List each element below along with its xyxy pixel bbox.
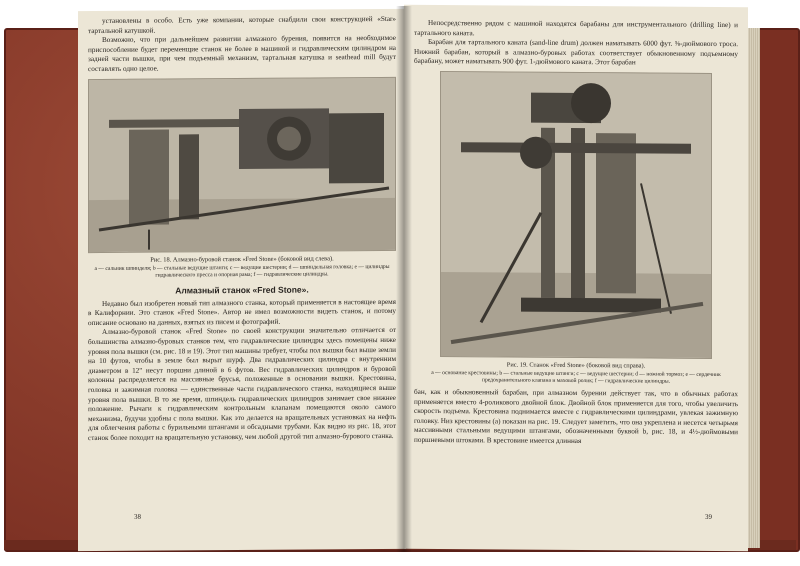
left-figure-legend: a — сальник шпинделя; b — стальные ведущие штанги; c — ведущие шестерни; d — шпиндельная головка; e — цилиндры гидравлического пресса и опорная рама; f — гидравлические цилиндры. <box>94 263 390 279</box>
drilling-rig-illustration-right <box>441 72 712 358</box>
left-page <box>78 9 406 551</box>
right-bottom-paragraph: бан, как и обыкновенный барабан, при алмазном бурении действует так, что в обычных работах применяется вместо 4-роликового двойной блок. Двойной блок применяется для того, чтобы увеличить скорость подъема. Крестовина поднимается вместе с гидравлическими цилиндрами, увлекая зажимную головку. Низ крестовины (a) показан на рис. 19. Следует заметить, что она укреплена и несется четырьмя массивными стальными ведущими штангами, обозначенными буквой b, рис. 18, и 4½-дюймовыми поршневыми штоками. В крестовине имеется длинная <box>414 387 738 445</box>
right-figure-caption: Рис. 19. Станок «Fred Stone» (боковой вид справа). <box>506 361 646 370</box>
left-body-paragraph: Недавно был изобретен новый тип алмазного станка, который применяется в настоящее время в Калифорнии. Это станок «Fred Stone». Автор не имел возможности видеть станок, и потому описание основано на данных, взятых из писем и фотографий. <box>88 297 396 327</box>
right-page-number: 39 <box>705 512 712 521</box>
left-figure-photo <box>88 76 396 252</box>
left-page-number: 38 <box>134 512 141 521</box>
page-stack-edge <box>746 28 760 548</box>
left-top-paragraph: Возможно, что при дальнейшем развитии алмазного бурения, появится на необходимое приспособление будет переменщие станок не более в машиной и гидравлическим цилиндром на задней части вышки, при чем подъемный механизм, тартальная катушка и seathead mill будут составлять одно целое. <box>88 34 396 74</box>
left-top-paragraph: установлены в особо. Есть уже компании, которые снабдили свои конструкцией «Star» тартальной катушкой. <box>88 14 396 35</box>
right-top-text <box>404 5 748 69</box>
right-figure-photo <box>440 71 712 359</box>
right-top-paragraph: Барабан для тартального каната (sand-line drum) должен наматывать 6000 фут. ⅝-дюймового троса. Нижний барабан, который в алмазно-буровых работах соответствует обыкновенному подъемному барабану, может наматывать 900 фут. 1-дюймового каната. Этот барабан <box>414 38 738 67</box>
book-gutter <box>396 6 412 552</box>
left-body-text <box>78 297 406 443</box>
section-heading: Алмазный станок «Fred Stone». <box>175 284 309 296</box>
left-figure-caption: Рис. 18. Алмазно-буровой станок «Fred Stone» (боковой вид слева). <box>150 254 334 264</box>
right-page <box>404 5 748 551</box>
right-top-paragraph: Непосредственно рядом с машиной находятся барабаны для инструментального (drilling line) и тартального каната. <box>414 18 738 37</box>
left-body-paragraph: Алмазно-буровой станок «Fred Stone» по своей конструкции значительно отличается от большинства алмазно-буровых станков тем, что гидравлические цилиндры здесь помещены ниже уровня пола вышки (см. рис. 18 и 19). Этот тип машины требует, чтобы пол вышки был выше земли на 10 футов, чтобы в земле был вырыт шурф. Два гидравлических цилиндра с внутренним диаметром в 12" несут поршни длиной в 6 футов. Вес гидравлических цилиндров и буровой колонны распределяется на массивные брусья, положенные в основании вышки. Крестовина, головка и зажимная головка — единственные части гидравлического станка, находящиеся выше уровня пола вышки. В то же время, шпиндель гидравлических цилиндров занимает свое нижнее положение. Рычаги к гидравлическим контрольным клапанам помещаются около самого механизма, будучи удобны с пола вышки. Как это делается на вращательных установках на нефть для облегчения работы с бурильными штангами и обсадными трубами. Как видно из рис. 18, этот станок более походит на вращательную установку, чем любой другой тип алмазно-бурового станка. <box>88 326 396 442</box>
drilling-rig-illustration-left <box>89 77 396 251</box>
left-top-text <box>78 9 406 75</box>
right-bottom-text <box>404 388 748 448</box>
right-figure-legend: a — основание крестовины; b — стальные ведущие штанги; c — ведущие шестерни; d — ножной тормоз; e — сердечник предохранительного клапана и маховой ролик; f — гидравлические цилиндры. <box>431 369 721 385</box>
